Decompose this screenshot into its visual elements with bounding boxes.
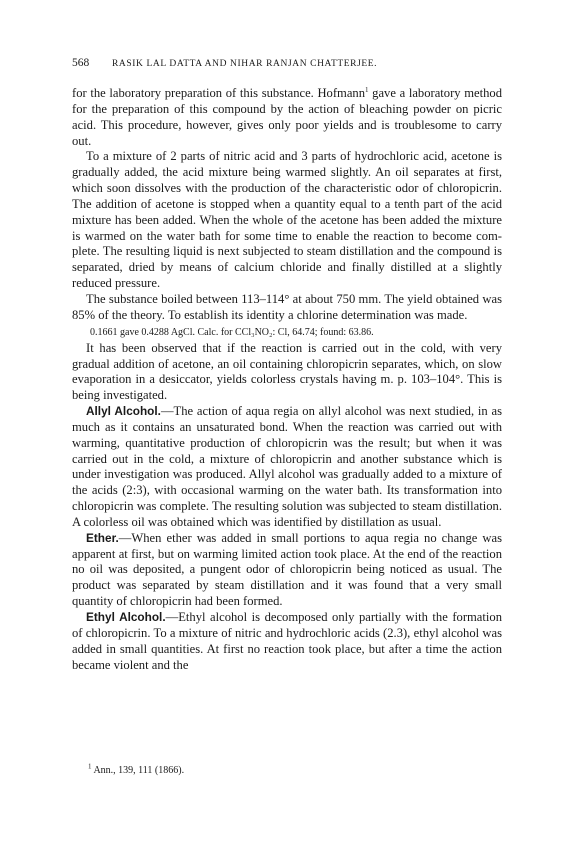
paragraph-text: gave a laboratory method for the preparation of this compound by the action of bleaching powder on picric acid. This procedure, however, gives only poor yields and is troublesome to carry out.: [72, 86, 502, 148]
running-header: [72, 57, 502, 69]
paragraph-continuation: [72, 86, 502, 149]
footnote-text: Ann., 139, 111 (1866).: [91, 765, 185, 776]
paragraph-text: —The action of aqua regia on allyl alcohol was next studied, in as much as it contains an unsaturated bond. When the reaction was carried out with warming, quantitative production of chloropicrin was the result; but when it was carried out in the cold, a mixture of chloropicrin and another substance which is under investigation was produced. Allyl alcohol was gradually added to a mixture of the acids (2:3), with occasional warming on the water bath. Its transformation into chloropicrin was complete. The resulting solution was subjected to steam distillation. A colorless oil was obtained which was identified by distillation as usual.: [72, 404, 502, 529]
body-text: [72, 86, 502, 673]
footnote-ref: 1: [365, 85, 369, 94]
section-heading: Ethyl Alcohol.: [86, 610, 166, 624]
section-heading: Ether.: [86, 530, 119, 545]
paragraph-observation: It has been observed that if the reaction is carried out in the cold, with very gradual addition of acetone, an oil containing chloropicrin separates, which, on slow evaporation in a desiccator, yields colorless crystals having m. p. 103–104°. This is being investigated.: [72, 340, 502, 403]
paragraph-text: —Ethyl alcohol is decomposed only partially with the formation of chloropicrin. To a mixture of nitric and hydrochloric acids (2.3), ethyl alcohol was added in small quantities. At first no reaction took place, but after a time the action became violent and the: [72, 610, 502, 672]
footnote-marker: 1: [88, 762, 92, 771]
footnote: [88, 762, 508, 777]
paragraph-procedure: To a mixture of 2 parts of nitric acid and 3 parts of hydrochloric acid, acetone is gradually added, the acid mixture being warmed slightly. An oil separates at first, which soon dissolves with the production of the characteristic odor of chloropicrin. The addition of acetone is stopped when a quantity equal to a tenth part of the acid mixture has been added. When the whole of the acetone has been added the mixture is warmed on the water bath for some time to enable the reaction to become complete. The resulting liquid is next subjected to steam distillation and the compound is separated, dried by means of calcium chloride and finally distilled at a slightly reduced pressure.: [72, 149, 502, 291]
paragraph-text: for the laboratory preparation of this substance. Hofmann: [72, 86, 366, 100]
paragraph-ether: [72, 531, 502, 610]
page-number: 568: [72, 57, 90, 69]
running-head: RASIK LAL DATTA AND NIHAR RANJAN CHATTERJEE.: [112, 59, 378, 69]
paragraph-allyl-alcohol: [72, 404, 502, 531]
paragraph-boiling-point: The substance boiled between 113–114° at about 750 mm. The yield obtained was 85% of the theory. To establish its identity a chlorine determination was made.: [72, 291, 502, 322]
paragraph-ethyl-alcohol: [72, 610, 502, 673]
paragraph-text: —When ether was added in small portions to aqua regia no change was apparent at first, but on warming limited action took place. At the end of the reaction no oil was deposited, a pungent odor of chloropicrin being noticed as usual. The product was separated by steam distillation and it was found that a very small quantity of chloropicrin had been formed.: [72, 530, 502, 609]
analysis-line: 0.1661 gave 0.4288 AgCl. Calc. for CCl₃NO₂: Cl, 64.74; found: 63.86.: [90, 326, 374, 338]
section-heading: Allyl Alcohol.: [86, 404, 161, 419]
